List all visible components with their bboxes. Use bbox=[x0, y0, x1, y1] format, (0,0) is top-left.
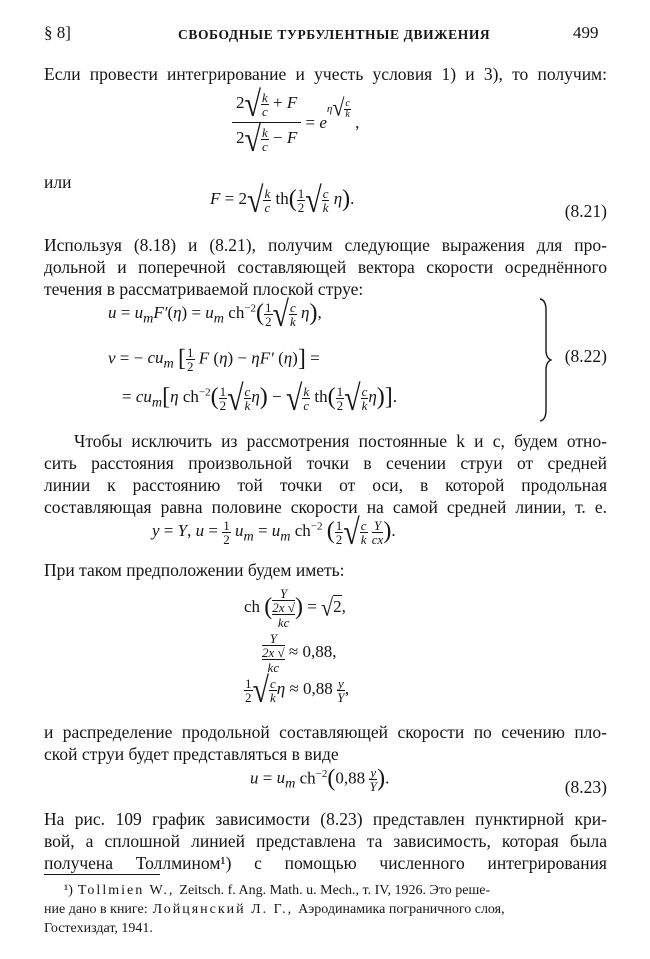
equation-v: v = − $cu_m$ [ $\frac{1}{2}$ F (η) − ηF′ (η)] = bbox=[108, 345, 320, 374]
paragraph-3-line-4: составляющая равна половине скорости на самой средней линии, т. е. bbox=[44, 497, 607, 517]
equation-8-23: $u = u_m$ $ch^{-2}(0,88$ $\frac{y}{Y}$ ). bbox=[250, 765, 390, 794]
equation-eta: $\frac{1}{2}$ √ $\frac{c}{k}$ η ≈ 0,88 $\frac{y}{Y}$ , bbox=[245, 670, 350, 711]
equation-number-8-23: (8.23) bbox=[564, 777, 607, 797]
equation-number-8-22: (8.22) bbox=[564, 346, 607, 366]
running-title: СВОБОДНЫЕ ТУРБУЛЕНТНЫЕ ДВИЖЕНИЯ bbox=[178, 27, 491, 42]
paragraph-5-line-1: и распределение продольной составляющей скорости по сечению пло- bbox=[44, 722, 607, 742]
equation-ch: ch ( Y 2x √ kc ) = √2, bbox=[244, 586, 346, 630]
paragraph-2-line-2: дольной и поперечной составляющей вектора скорости осреднённого bbox=[44, 257, 607, 277]
footnote-author: Tollmien W., bbox=[77, 883, 175, 898]
paragraph-5-line-2: ской струи будет представляться в виде bbox=[44, 744, 339, 764]
footnote-mark: ¹) bbox=[64, 883, 73, 898]
footnote-line-1 bbox=[64, 881, 607, 900]
footnote-rule bbox=[44, 874, 160, 875]
paragraph-2-line-1: Используя (8.18) и (8.21), получим следующие выражения для про- bbox=[44, 235, 607, 255]
equation-8-21: F = 2√ $\frac{k}{c}$ th( $\frac{1}{2}$ √ $\frac{c}{k}$ η). bbox=[210, 180, 355, 221]
equation-ratio: Y 2x √ kc ≈ 0,88, bbox=[262, 631, 337, 675]
footnote-text-3: Аэродинамика пограничного слоя, bbox=[298, 902, 505, 917]
footnote-line-2 bbox=[44, 900, 505, 919]
paragraph-1: Если провести интегрирование и учесть условия 1) и 3), то получим: bbox=[44, 64, 607, 84]
equation-1: 2√ $\frac{k}{c}$ + F 2√ $\frac{k}{c}$ − F = $e^{\eta√ \frac{c}{k}}$ , bbox=[232, 90, 359, 155]
paragraph-6-line-2: вой, а сплошной линией представлена та зависимость, которая была bbox=[44, 831, 607, 851]
footnote-text: Zeitsch. f. Ang. Math. u. Mech., т. IV, 1926. Это реше- bbox=[179, 883, 491, 898]
paragraph-6-line-1: На рис. 109 график зависимости (8.23) представлен пунктирной кри- bbox=[44, 809, 607, 829]
equation-v-continued: = $cu_m[\eta$ $ch^{-2}$( $\frac{1}{2}$ √ $\frac{c}{k}$ η) − √ $\frac{k}{c}$ th( $\frac{1}{2}$ √ $\frac{c}{k}$ η)]. bbox=[122, 378, 398, 419]
or-word: или bbox=[44, 172, 72, 192]
paragraph-6-line-3: получена Толлмином¹) с помощью численного интегрирования bbox=[44, 853, 607, 873]
page-number: 499 bbox=[573, 23, 599, 42]
equation-y-Y: y = Y, u = $\frac{1}{2}$ $u_m = u_m$ $ch^{-2}$ ( $\frac{1}{2}$ √ $\frac{c}{k}$ $\frac{Y}{cx}$ ). bbox=[152, 512, 396, 553]
equation-number-8-21: (8.21) bbox=[564, 201, 607, 221]
footnote-line-3: Гостехиздат, 1941. bbox=[44, 921, 153, 936]
section-number: § 8] bbox=[44, 23, 71, 42]
right-brace-icon bbox=[538, 298, 552, 422]
paragraph-3-line-1: Чтобы исключить из рассмотрения постоянные k и c, будем отно- bbox=[74, 431, 607, 451]
paragraph-3-line-3: линии к расстоянию той точки от оси, в которой продольная bbox=[44, 475, 607, 495]
paragraph-4: При таком предположении будем иметь: bbox=[44, 560, 345, 580]
paragraph-3-line-2: сить расстояния произвольной точки в сечении струи от средней bbox=[44, 453, 607, 473]
paragraph-2-line-3: течения в рассматриваемой плоской струе: bbox=[44, 279, 364, 299]
footnote-text-2: ние дано в книге: bbox=[44, 902, 148, 917]
footnote-author-2: Лойцянский Л. Г., bbox=[152, 902, 294, 917]
equation-u: $u = u_mF'(\eta) = u_m$ $ch^{-2}$( $\frac{1}{2}$ √ $\frac{c}{k}$ η), bbox=[108, 294, 322, 335]
